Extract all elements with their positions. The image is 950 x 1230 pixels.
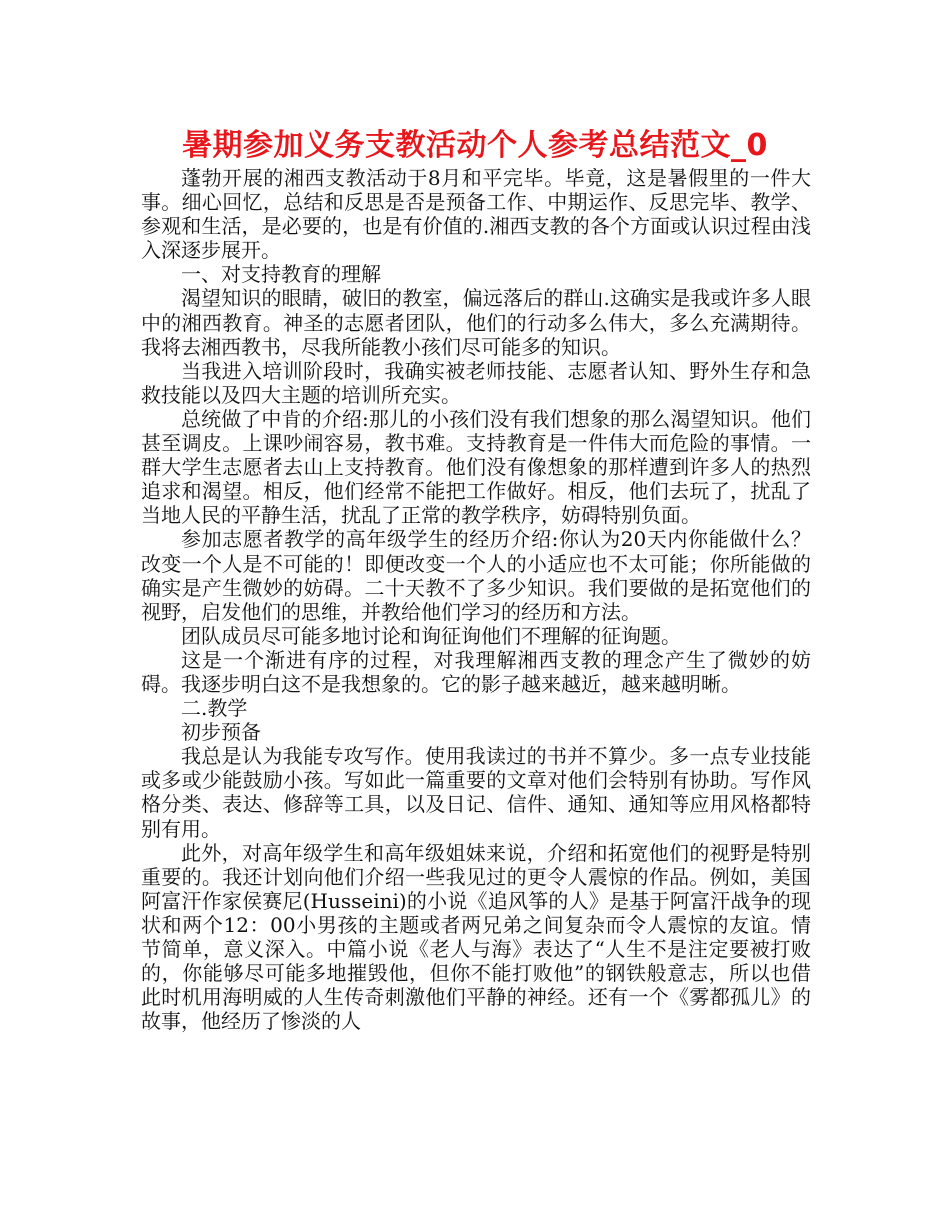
paragraph: 团队成员尽可能多地讨论和询征询他们不理解的征询题。 (181, 623, 681, 648)
paragraph: 渴望知识的眼睛，破旧的教室，偏远落后的群山.这确实是我或许多人眼中的湘西教育。神圣的志愿者团队，他们的行动多么伟大，多么充满期待。我将去湘西教书，尽我所能教小孩们尽可能多的知识。 (141, 286, 811, 359)
paragraph: 我总是认为我能专攻写作。使用我读过的书并不算少。多一点专业技能或多或少能鼓励小孩。写如此一篇重要的文章对他们会特别有协助。写作风格分类、表达、修辞等工具，以及日记、信件、通知、通知等应用风格都特别有用。 (141, 744, 811, 841)
paragraph: 这是一个渐进有序的过程，对我理解湘西支教的理念产生了微妙的妨碍。我逐步明白这不是我想象的。它的影子越来越近，越来越明晰。 (141, 647, 811, 696)
subsection-heading: 初步预备 (181, 720, 261, 745)
paragraph: 总统做了中肯的介绍:那儿的小孩们没有我们想象的那么渴望知识。他们甚至调皮。上课吵闹容易，教书难。支持教育是一件伟大而危险的事情。一群大学生志愿者去山上支持教育。他们没有像想象的那样遭到许多人的热烈追求和渴望。相反，他们经常不能把工作做好。相反，他们去玩了，扰乱了当地人民的平静生活，扰乱了正常的教学秩序，妨碍特别负面。 (141, 406, 811, 528)
section-heading: 一、对支持教育的理解 (181, 262, 381, 287)
section-heading: 二.教学 (181, 696, 248, 721)
document-body (141, 166, 811, 1033)
paragraph: 当我进入培训阶段时，我确实被老师技能、志愿者认知、野外生存和急救技能以及四大主题的培训所充实。 (141, 358, 811, 407)
paragraph: 蓬勃开展的湘西支教活动于8月和平完毕。毕竟，这是暑假里的一件大事。细心回忆，总结和反思是否是预备工作、中期运作、反思完毕、教学、参观和生活，是必要的，也是有价值的.湘西支教的各个方面或认识过程由浅入深逐步展开。 (141, 166, 811, 263)
document-title: 暑期参加义务支教活动个人参考总结范文_0 (182, 128, 768, 163)
paragraph: 参加志愿者教学的高年级学生的经历介绍:你认为20天内你能做什么？改变一个人是不可能的！即便改变一个人的小适应也不太可能；你所能做的确实是产生微妙的妨碍。二十天教不了多少知识。我们要做的是拓宽他们的视野，启发他们的思维，并教给他们学习的经历和方法。 (141, 527, 811, 624)
paragraph: 此外，对高年级学生和高年级姐妹来说，介绍和拓宽他们的视野是特别重要的。我还计划向他们介绍一些我见过的更令人震惊的作品。例如，美国阿富汗作家侯赛尼(Husseini)的小说《追风筝的人》是基于阿富汗战争的现状和两个12：00小男孩的主题或者两兄弟之间复杂而令人震惊的友谊。情节简单，意义深入。中篇小说《老人与海》表达了“人生不是注定要被打败的，你能够尽可能多地摧毁他，但你不能打败他”的钢铁般意志，所以也借此时机用海明威的人生传奇刺激他们平静的神经。还有一个《雾都孤儿》的故事，他经历了惨淡的人 (141, 840, 811, 1034)
